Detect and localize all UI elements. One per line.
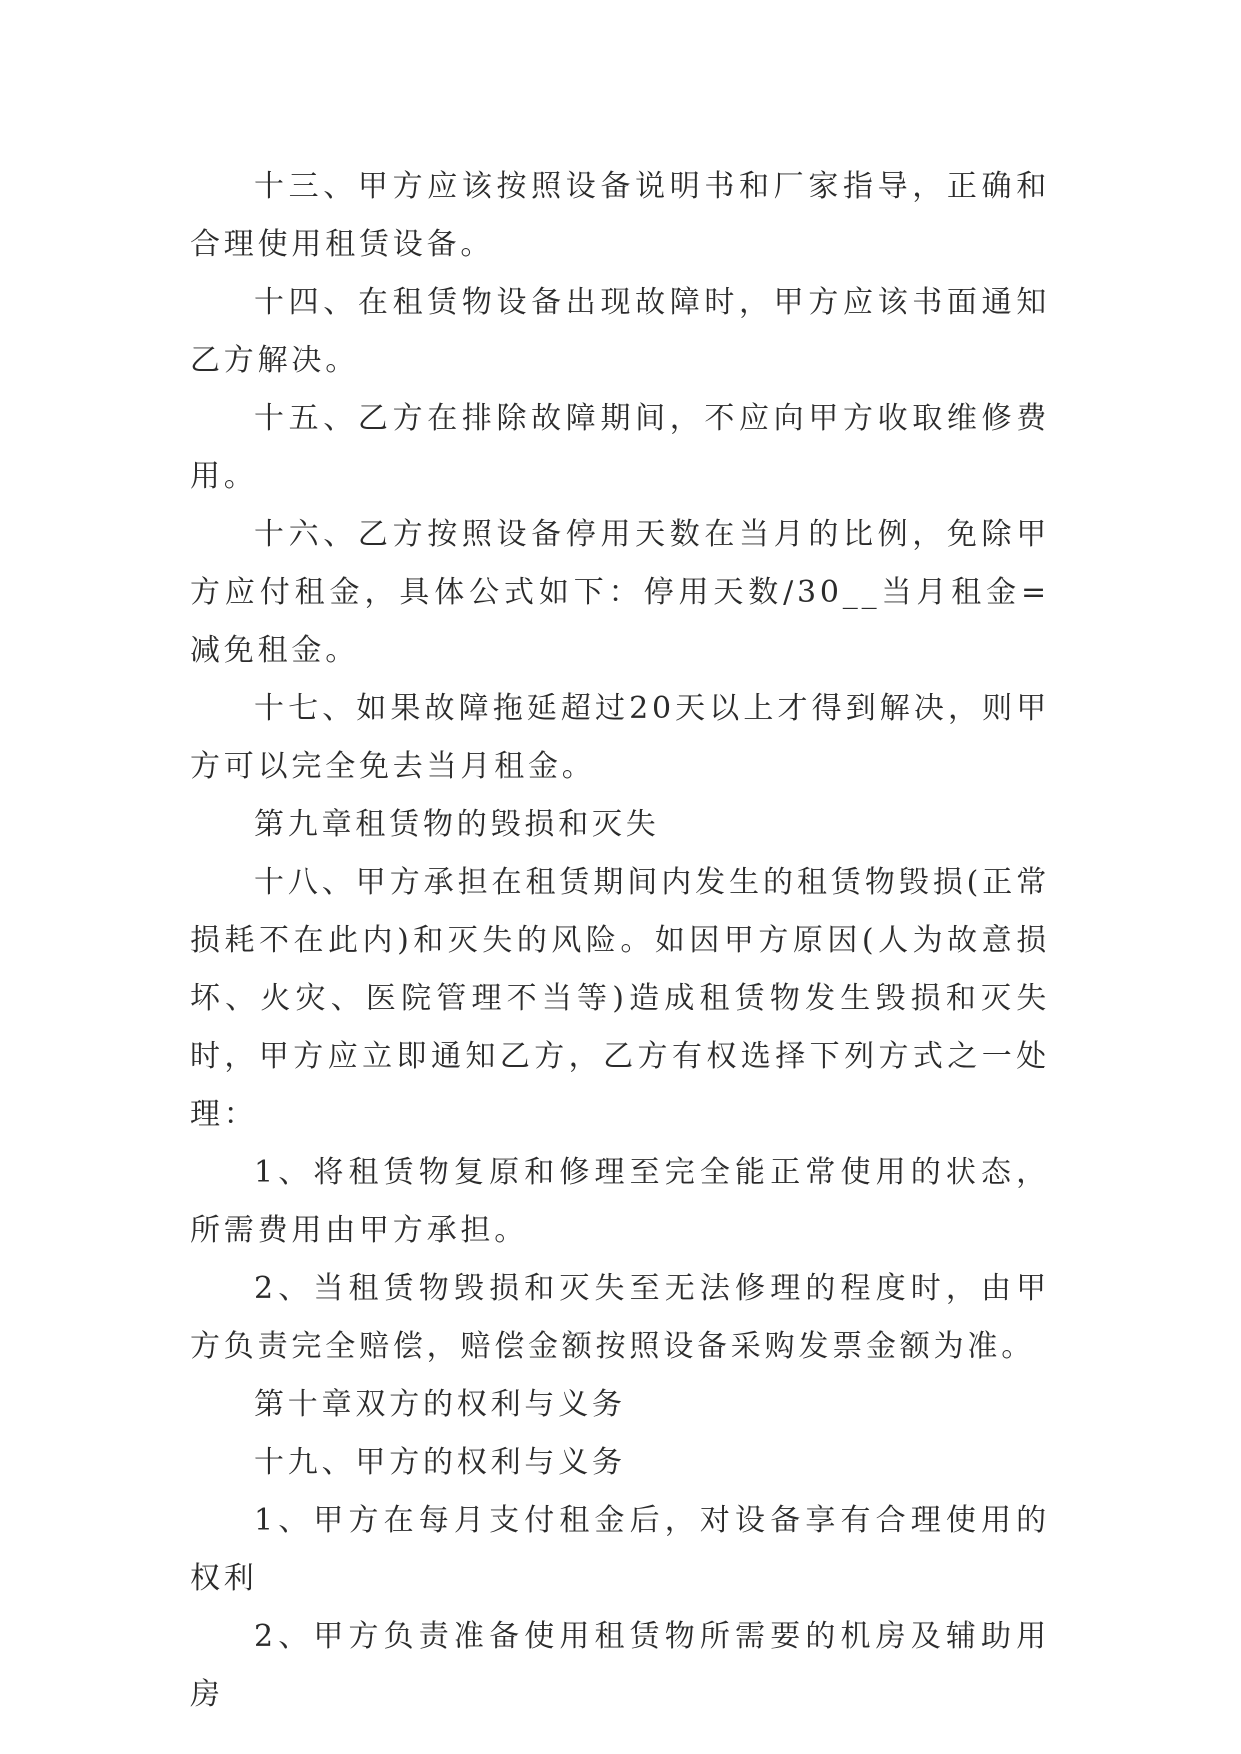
paragraph-clause-19: 十九、甲方的权利与义务 xyxy=(254,1445,626,1480)
chapter-heading-9: 第九章租赁物的毁损和灭失 xyxy=(254,807,660,842)
paragraph-clause-16: 十六、乙方按照设备停用天数在当月的比例，免除甲方应付租金，具体公式如下：停用天数/30__当月租金=减免租金。 xyxy=(190,517,1050,668)
paragraph-clause-18: 十八、甲方承担在租赁期间内发生的租赁物毁损(正常损耗不在此内)和灭失的风险。如因甲方原因(人为故意损坏、火灾、医院管理不当等)造成租赁物发生毁损和灭失时，甲方应立即通知乙方，乙方有权选择下列方式之一处理： xyxy=(190,865,1050,1132)
paragraph-clause-13: 十三、甲方应该按照设备说明书和厂家指导，正确和合理使用租赁设备。 xyxy=(190,169,1050,262)
chapter-heading-10: 第十章双方的权利与义务 xyxy=(254,1387,626,1422)
paragraph-clause-14: 十四、在租赁物设备出现故障时，甲方应该书面通知乙方解决。 xyxy=(190,285,1050,378)
paragraph-clause-19-item-1: 1、甲方在每月支付租金后，对设备享有合理使用的权利 xyxy=(190,1503,1050,1596)
document-body xyxy=(190,158,1050,1724)
paragraph-clause-17: 十七、如果故障拖延超过20天以上才得到解决，则甲方可以完全免去当月租金。 xyxy=(190,691,1050,784)
paragraph-clause-18-item-2: 2、当租赁物毁损和灭失至无法修理的程度时，由甲方负责完全赔偿，赔偿金额按照设备采购发票金额为准。 xyxy=(190,1271,1050,1364)
paragraph-clause-19-item-2: 2、甲方负责准备使用租赁物所需要的机房及辅助用房 xyxy=(190,1619,1050,1712)
paragraph-clause-15: 十五、乙方在排除故障期间，不应向甲方收取维修费用。 xyxy=(190,401,1050,494)
paragraph-clause-18-item-1: 1、将租赁物复原和修理至完全能正常使用的状态，所需费用由甲方承担。 xyxy=(190,1155,1050,1248)
